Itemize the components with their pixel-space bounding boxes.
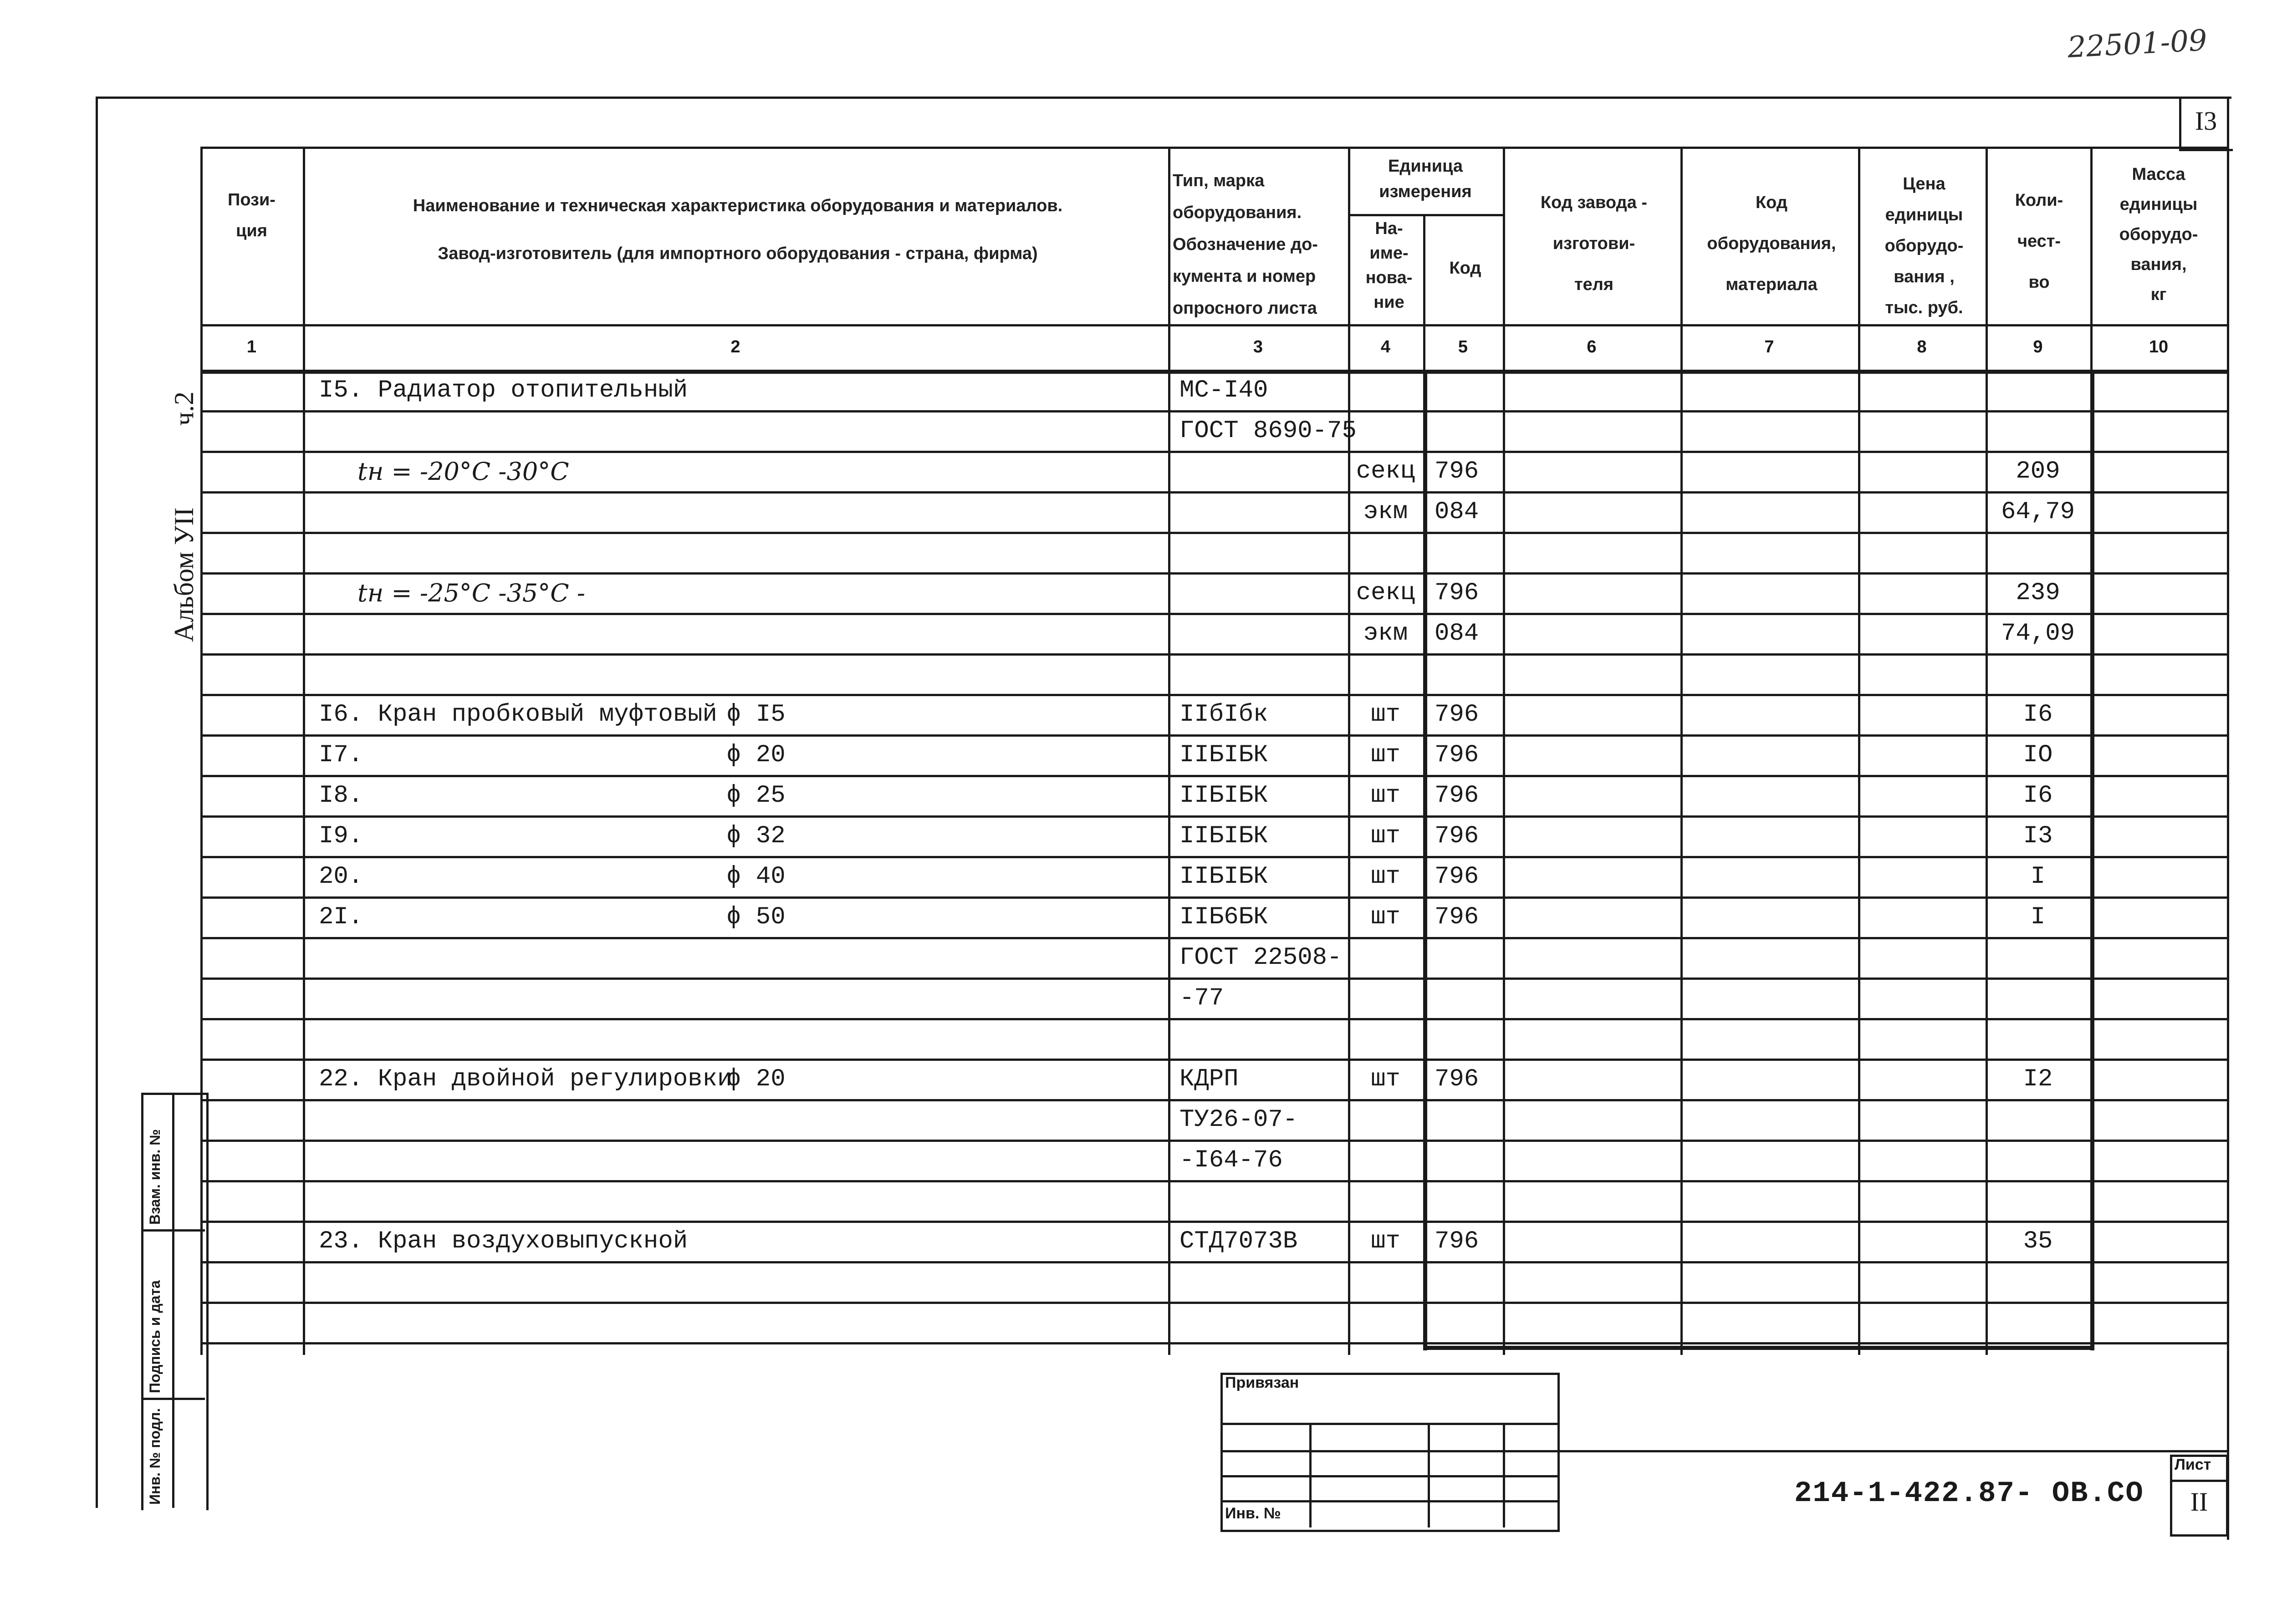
table-row-line [200, 653, 2227, 656]
item-quantity: 35 [2023, 1227, 2053, 1255]
item-quantity: 209 [2016, 458, 2060, 485]
table-row-line [200, 734, 2227, 737]
document-code: 214-1-422.87- ОВ.СО [1794, 1477, 2144, 1510]
item-diameter: ϕ 32 [726, 822, 786, 850]
header-unit-name: На- име- нова- ние [1365, 219, 1413, 312]
item-type: IIБIБК [1179, 863, 1268, 891]
unit-code: 796 [1435, 863, 1479, 891]
item-quantity: I2 [2023, 1065, 2053, 1093]
unit-name: шт [1371, 782, 1400, 809]
title-block-line [1555, 1450, 2229, 1452]
table-row-line [200, 937, 2227, 939]
inv-no-label: Инв. № [1225, 1505, 1281, 1522]
column-number: 1 [246, 337, 257, 356]
header-price: Цена единицы оборудо- вания , тыс. руб. [1884, 174, 1964, 317]
unit-name: шт [1371, 1227, 1400, 1255]
table-row-line [200, 1302, 2227, 1304]
item-diameter: ϕ 20 [726, 741, 786, 769]
unit-name: экм [1363, 498, 1408, 526]
header-position: Пози- ция [228, 190, 276, 240]
header-equipment-code: Код оборудования, материала [1707, 193, 1836, 294]
item-name: I6. Кран пробковый муфтовый [319, 701, 717, 728]
document-code-handwritten: 22501-09 [2067, 24, 2208, 65]
side-stamp-row-line [141, 1229, 205, 1232]
bold-frame-right [2090, 370, 2094, 1350]
unit-code: 796 [1435, 903, 1479, 931]
column-number: 6 [1587, 337, 1597, 356]
table-row-line [200, 1018, 2227, 1020]
column-number: 5 [1458, 337, 1468, 356]
unit-code: 796 [1435, 741, 1479, 769]
item-quantity: I3 [2023, 822, 2053, 850]
table-row-line [200, 1221, 2227, 1223]
unit-code: 796 [1435, 782, 1479, 809]
bold-frame-bottom [1423, 1346, 2094, 1350]
sheet-box-line [2170, 1480, 2227, 1482]
header-type: Тип, марка оборудования. Обозначение до- кумента и номер опросного листа [1173, 171, 1318, 318]
header-unit: Единица измерения [1379, 157, 1472, 201]
item-diameter: ϕ 20 [726, 1065, 786, 1093]
side-stamp-row-line [141, 1398, 205, 1400]
unit-name: шт [1371, 903, 1400, 931]
item-diameter: ϕ I5 [726, 701, 786, 728]
table-row-line [200, 1059, 2227, 1061]
attached-label: Привязан [1225, 1374, 1299, 1391]
stamp-line [1220, 1500, 1557, 1502]
table-row-line [200, 694, 2227, 696]
table-row-line [200, 1342, 2227, 1344]
item-type: IIБ6БК [1179, 903, 1268, 931]
sign-date-label: Подпись и дата [147, 1280, 163, 1393]
unit-name: секц [1356, 458, 1415, 485]
item-name: I8. [319, 782, 363, 809]
item-type: ТУ26-07- [1179, 1106, 1298, 1134]
unit-name: шт [1371, 701, 1400, 728]
stamp-line [1220, 1450, 1557, 1452]
table-top-line [200, 147, 2227, 149]
table-row-line [200, 856, 2227, 858]
item-name: I9. [319, 822, 363, 850]
column-number: 2 [730, 337, 740, 356]
item-quantity: I [2030, 903, 2046, 931]
sheet-label: Лист [2175, 1456, 2211, 1473]
column-number: 3 [1253, 337, 1263, 356]
table-row-line [200, 1140, 2227, 1142]
table-row-line [200, 977, 2227, 980]
item-type: ГОСТ 8690-75 [1179, 417, 1357, 445]
unit-name: шт [1371, 1065, 1400, 1093]
replace-inv-label: Взам. инв. № [147, 1129, 163, 1225]
frame-top-line [96, 97, 2231, 99]
unit-name: шт [1371, 822, 1400, 850]
item-quantity: IO [2023, 741, 2053, 769]
unit-code: 796 [1435, 701, 1479, 728]
unit-code: 796 [1435, 1227, 1479, 1255]
item-type: СТД7073В [1179, 1227, 1298, 1255]
frame-right-line [2227, 97, 2229, 1540]
item-type: IIбIбк [1179, 701, 1268, 728]
unit-name: экм [1363, 620, 1408, 647]
item-type: IIБIБК [1179, 741, 1268, 769]
header-name: Наименование и техническая характеристика оборудования и материалов. Завод-изготовитель (для импортного оборудования - страна, фирма) [413, 196, 1063, 263]
item-name: tн = -25°С -35°С - [357, 579, 585, 607]
item-quantity: I6 [2023, 782, 2053, 809]
item-quantity: 74,09 [2001, 620, 2075, 647]
table-row-line [200, 613, 2227, 615]
unit-name: шт [1371, 863, 1400, 891]
item-type: IIБIБК [1179, 822, 1268, 850]
stamp-line [1220, 1475, 1557, 1477]
item-quantity: 64,79 [2001, 498, 2075, 526]
album-label: Альбом УII [169, 507, 199, 642]
table-row-line [200, 491, 2227, 494]
table-row-line [200, 410, 2227, 412]
table-row-line [200, 572, 2227, 575]
unit-code: 796 [1435, 822, 1479, 850]
item-type: -77 [1179, 984, 1224, 1012]
unit-code: 796 [1435, 579, 1479, 607]
item-name: 22. Кран двойной регулировки [319, 1065, 732, 1093]
header-factory-code: Код завода - изготови- теля [1540, 193, 1648, 294]
item-quantity: I6 [2023, 701, 2053, 728]
column-number: 7 [1764, 337, 1774, 356]
item-name: 20. [319, 863, 363, 891]
stamp-line [1220, 1423, 1557, 1425]
unit-code: 084 [1435, 498, 1479, 526]
header-mass: Масса единицы оборудо- вания, кг [2119, 165, 2198, 304]
bold-frame-left [1423, 370, 1427, 1350]
item-name: I7. [319, 741, 363, 769]
unit-name: шт [1371, 741, 1400, 769]
header-quantity: Коли- чест- во [2015, 191, 2063, 292]
table-row-line [200, 451, 2227, 453]
stamp-divider [1428, 1423, 1430, 1527]
side-stamp-divider [172, 1093, 174, 1508]
item-type: -I64-76 [1179, 1146, 1283, 1174]
header-unit-code: Код [1449, 259, 1481, 278]
table-row-line [200, 1261, 2227, 1263]
sheet-number: II [2190, 1487, 2208, 1517]
column-number: 8 [1917, 337, 1927, 356]
column-number: 4 [1380, 337, 1391, 356]
item-diameter: ϕ 40 [726, 863, 786, 891]
column-number: 10 [2149, 337, 2169, 356]
item-type: КДРП [1179, 1065, 1239, 1093]
table-row-line [200, 896, 2227, 899]
unit-name: секц [1356, 579, 1415, 607]
item-quantity: I [2030, 863, 2046, 891]
table-row-line [200, 815, 2227, 818]
item-type: МС-I40 [1179, 377, 1268, 404]
table-row-line [200, 775, 2227, 777]
unit-code: 084 [1435, 620, 1479, 647]
unit-code: 796 [1435, 1065, 1479, 1093]
item-quantity: 239 [2016, 579, 2060, 607]
column-number: 9 [2033, 337, 2043, 356]
frame-left-line [96, 97, 98, 1508]
item-type: ГОСТ 22508- [1179, 944, 1342, 972]
item-name: tн = -20°С -30°С [357, 457, 569, 486]
table-row-line [200, 1180, 2227, 1182]
item-diameter: ϕ 50 [726, 903, 786, 931]
page-number: I3 [2195, 106, 2217, 136]
table-row-line [200, 1099, 2227, 1101]
item-type: IIБIБК [1179, 782, 1268, 809]
item-name: I5. Радиатор отопительный [319, 377, 688, 404]
item-name: 23. Кран воздуховыпускной [319, 1227, 688, 1255]
stamp-divider [1309, 1423, 1312, 1527]
item-diameter: ϕ 25 [726, 782, 786, 809]
table-row-line [200, 532, 2227, 534]
part-label: ч.2 [169, 391, 199, 426]
stamp-divider [1503, 1423, 1505, 1527]
inv-orig-label: Инв. № подл. [147, 1408, 163, 1505]
item-name: 2I. [319, 903, 363, 931]
unit-code: 796 [1435, 458, 1479, 485]
